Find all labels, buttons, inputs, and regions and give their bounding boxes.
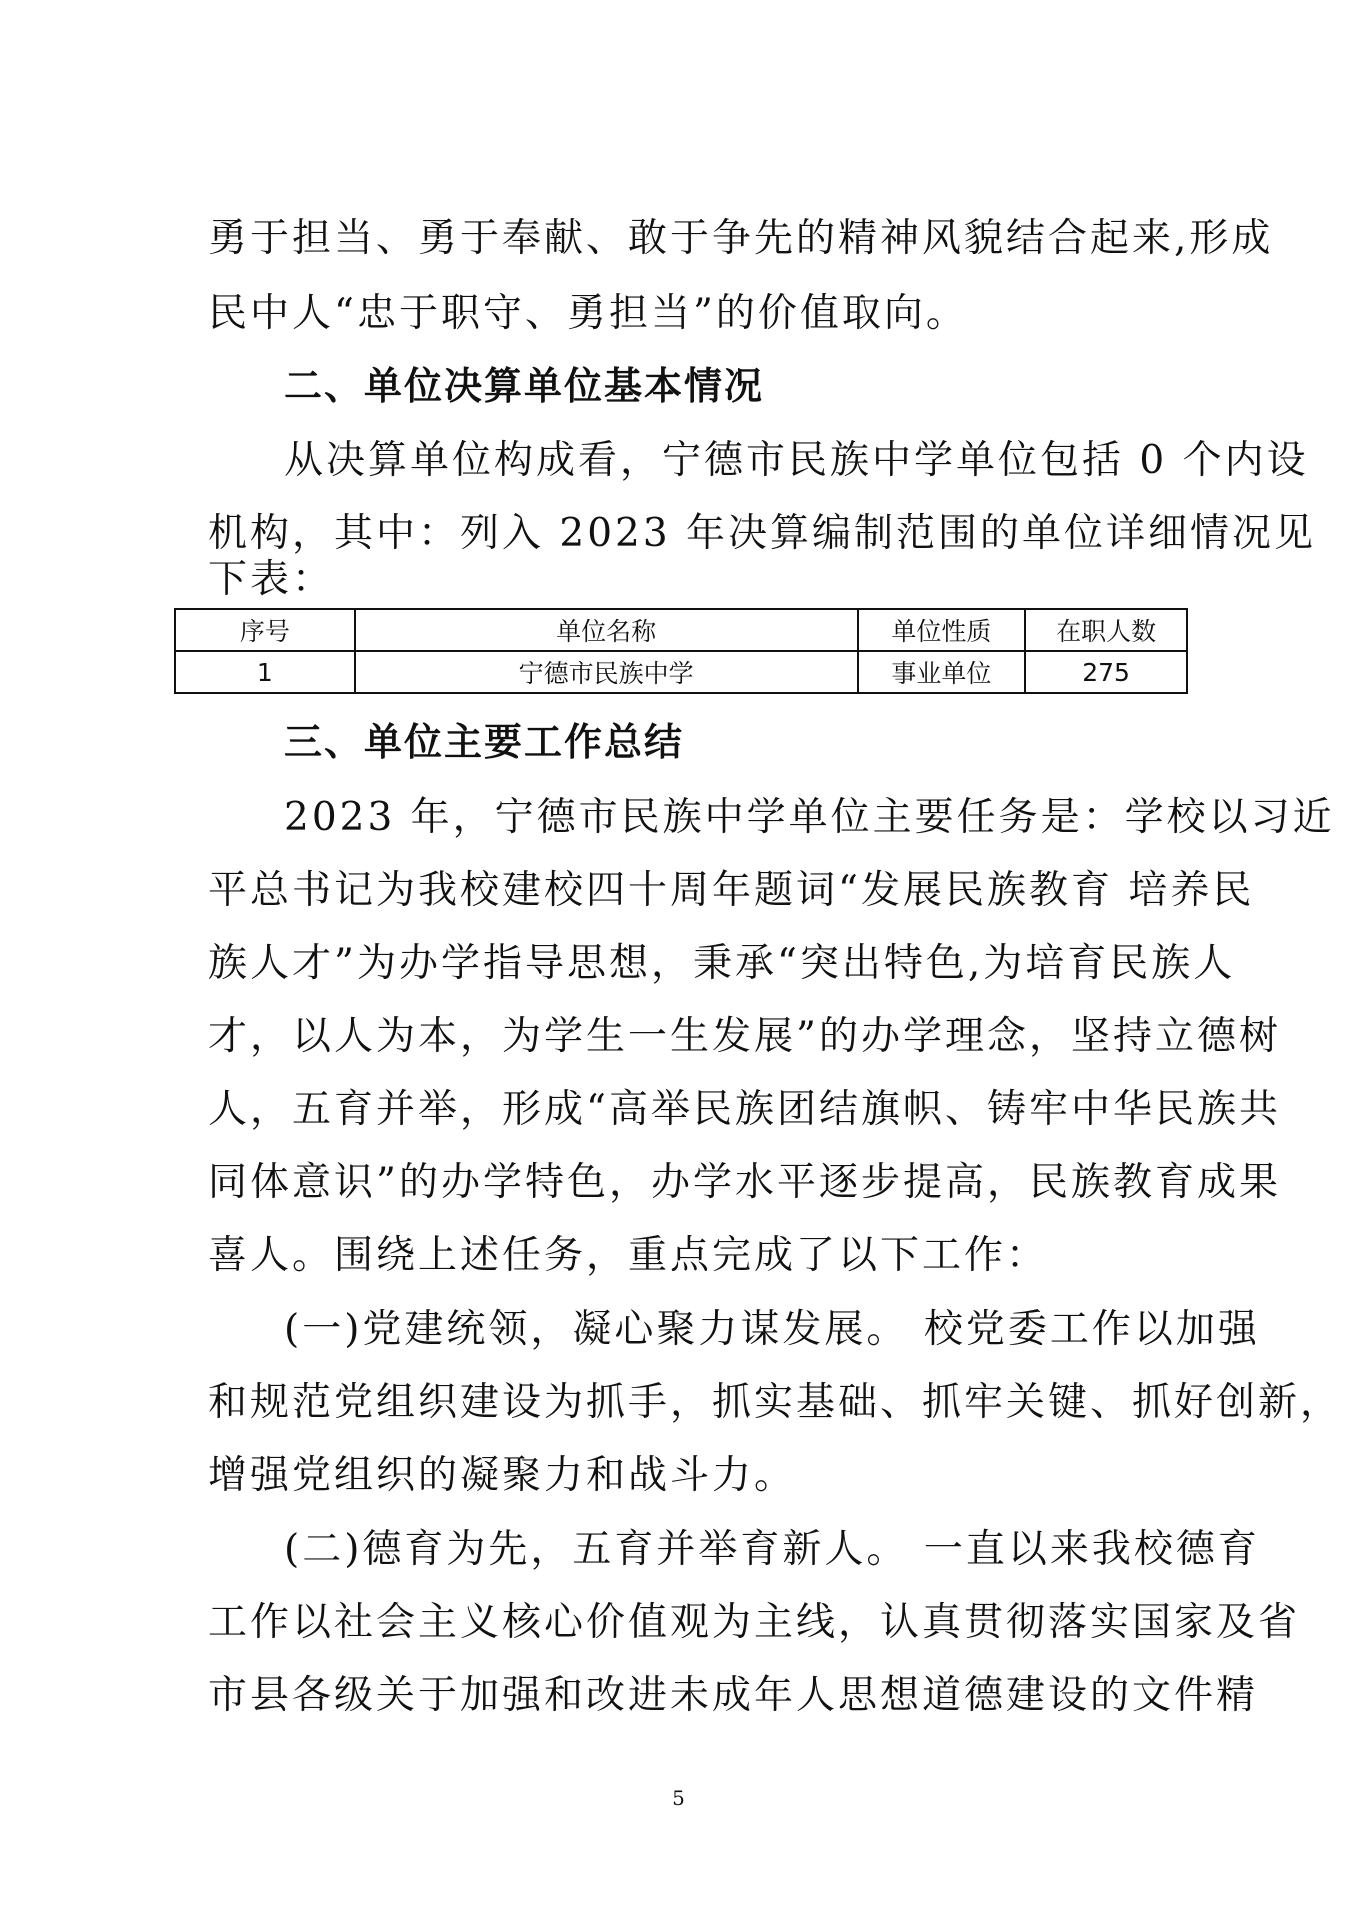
page-number: 5 bbox=[672, 1786, 685, 1810]
section-heading: 二、单位决算单位基本情况 bbox=[284, 364, 765, 408]
header-cell-unit-name: 单位名称 bbox=[355, 609, 858, 651]
unit-table bbox=[174, 608, 1188, 694]
paragraph-line: 和规范党组织建设为抓手，抓实基础、抓牢关键、抓好创新， bbox=[208, 1380, 1343, 1425]
paragraph-line: 下表： bbox=[208, 557, 335, 602]
paragraph-line: 工作以社会主义核心价值观为主线，认真贯彻落实国家及省 bbox=[208, 1600, 1301, 1645]
paragraph-line: 勇于担当、勇于奉献、敢于争先的精神风貌结合起来,形成 bbox=[208, 216, 1274, 261]
paragraph-line: 人，五育并举，形成“高举民族团结旗帜、铸牢中华民族共 bbox=[208, 1087, 1281, 1132]
paragraph-line: 才，以人为本，为学生一生发展”的办学理念，坚持立德树 bbox=[208, 1014, 1281, 1059]
cell-staff-count: 275 bbox=[1025, 651, 1187, 693]
paragraph-line: 同体意识”的办学特色，办学水平逐步提高，民族教育成果 bbox=[208, 1160, 1281, 1205]
paragraph-line: (一)党建统领，凝心聚力谋发展。 校党委工作以加强 bbox=[284, 1307, 1260, 1352]
paragraph-line: 平总书记为我校建校四十周年题词“发展民族教育 培养民 bbox=[208, 868, 1255, 913]
cell-unit-type: 事业单位 bbox=[858, 651, 1026, 693]
header-cell-staff-count: 在职人数 bbox=[1025, 609, 1187, 651]
cell-unit-name: 宁德市民族中学 bbox=[355, 651, 858, 693]
paragraph-line: 族人才”为办学指导思想，秉承“突出特色,为培育民族人 bbox=[208, 941, 1236, 986]
table-header-row bbox=[175, 609, 1187, 651]
paragraph-line: 2023 年，宁德市民族中学单位主要任务是：学校以习近 bbox=[284, 795, 1335, 840]
paragraph-line: (二)德育为先，五育并举育新人。 一直以来我校德育 bbox=[284, 1527, 1260, 1572]
paragraph-line: 喜人。围绕上述任务，重点完成了以下工作： bbox=[208, 1233, 1049, 1278]
paragraph-line: 民中人“忠于职守、勇担当”的价值取向。 bbox=[208, 291, 968, 336]
table-row bbox=[175, 651, 1187, 693]
section-heading: 三、单位主要工作总结 bbox=[284, 720, 685, 764]
paragraph-line: 机构，其中：列入 2023 年决算编制范围的单位详细情况见 bbox=[208, 511, 1317, 556]
cell-index: 1 bbox=[175, 651, 355, 693]
header-cell-unit-type: 单位性质 bbox=[858, 609, 1026, 651]
paragraph-line: 从决算单位构成看，宁德市民族中学单位包括 0 个内设 bbox=[284, 438, 1309, 483]
paragraph-line: 市县各级关于加强和改进未成年人思想道德建设的文件精 bbox=[208, 1673, 1259, 1718]
header-cell-index: 序号 bbox=[175, 609, 355, 651]
paragraph-line: 增强党组织的凝聚力和战斗力。 bbox=[208, 1453, 797, 1498]
